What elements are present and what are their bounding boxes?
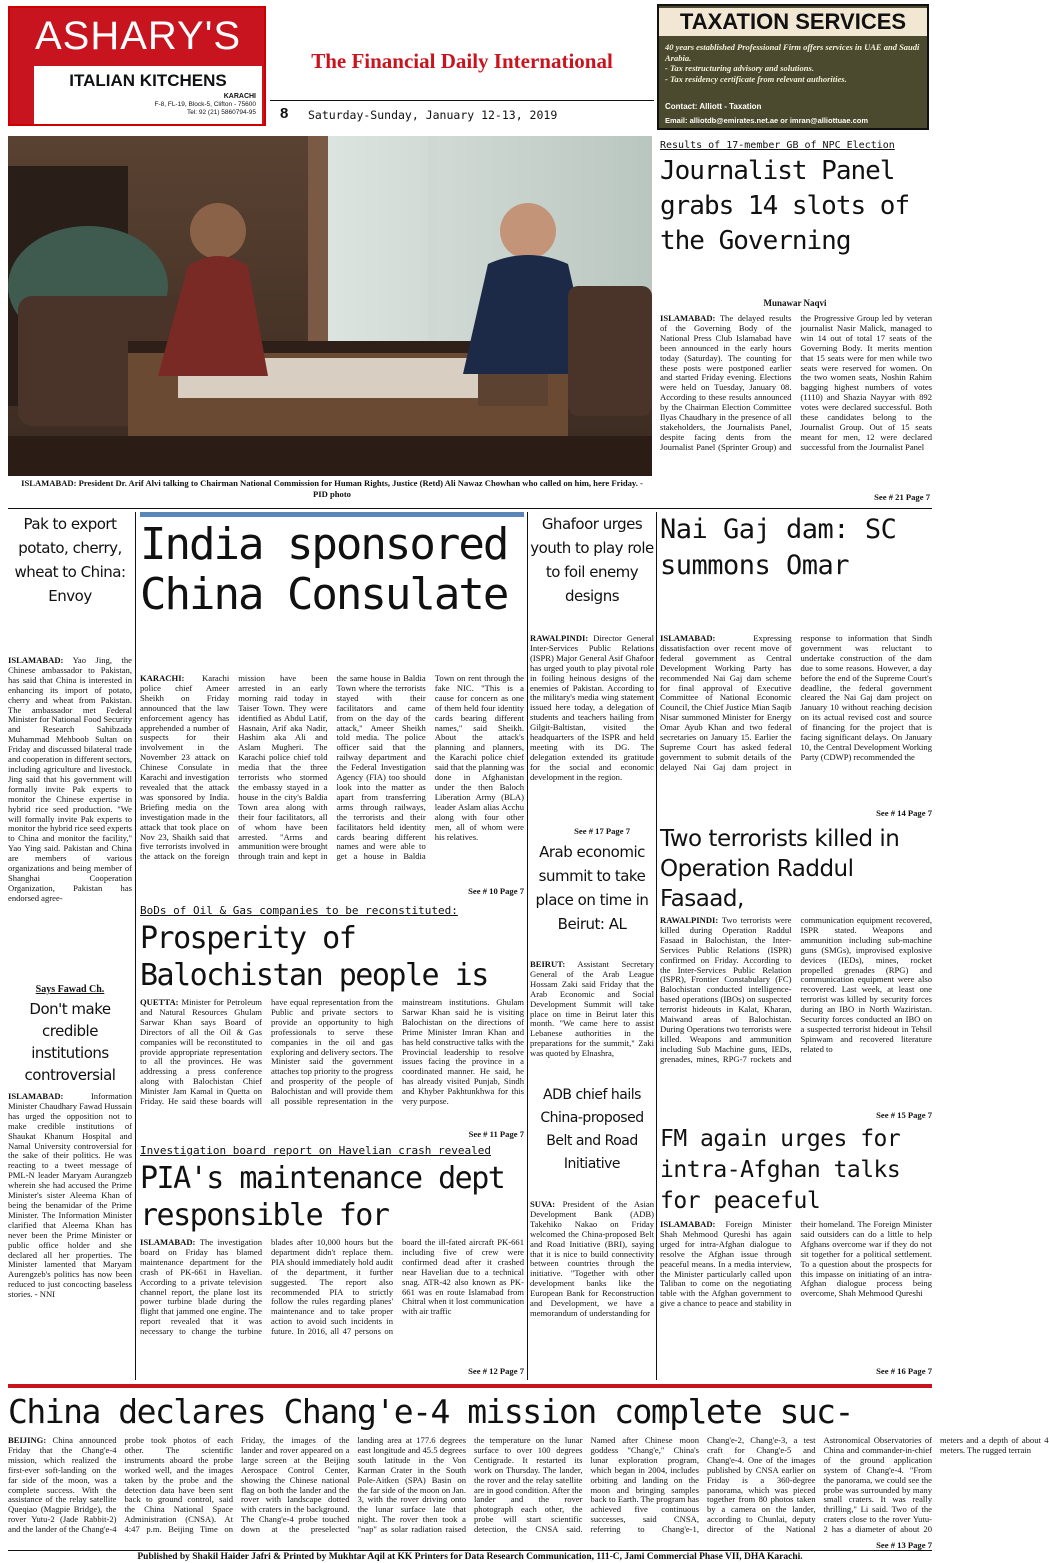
fm-article (660, 1220, 932, 1364)
ashary-tagline: ITALIAN KITCHENS (69, 71, 227, 90)
ashary-ad (8, 6, 266, 126)
taxation-contact: Contact: Alliott - Taxation (665, 102, 762, 111)
ghafoor-dateline: RAWALPINDI: (530, 633, 589, 643)
taxation-body (665, 42, 923, 84)
arab-headline: Arab economic summit to take place on time in Beirut: AL (535, 843, 649, 933)
ghafoor-see[interactable]: See # 17 Page 7 (574, 826, 630, 836)
adb-dateline: SUVA: (530, 1199, 556, 1209)
masthead-rule (270, 100, 654, 101)
baloch-kicker: BoDs of Oil & Gas companies to be reconstituted: (140, 904, 458, 917)
fawad-body: Information Minister Chaudhary Fawad Hussain has urged the opposition not to make credible institutions of Shaukat Khanum Hospital and Namal University controversial for the sake of their politics. He was reacting to a tweet message of PML-N leader Maryam Aurangzeb wherein she had accused the Prime Minister's sister Aleema Khan of being the benamidar of the Prime Minister. The Information Minister clarified that Aleema Khan has never been the Prime Minister or public office holder and she declared all her properties. The Minister lamented that Maryam Aurengzeb's politics has now been reduced to just concocting baseless stories. - NNI (8, 1091, 132, 1300)
masthead (270, 6, 654, 130)
naigaj-see[interactable]: See # 14 Page 7 (876, 808, 932, 818)
masthead-title: The Financial Daily International (311, 49, 613, 73)
baloch-article (140, 998, 524, 1128)
india-body: Karachi police chief Ameer Sheikh on Friday announced that the law enforcement agency has apprehended a number of suspects for their involvement in the November 23 attack on Chinese Consulate in Karachi and investigation revealed that the attack was sponsored by India. Briefing media on the investigation made in the attack that took place on Nov 23, Shaikh said that five terrorists involved in the attack on the foreign mission have been arrested in an early morning raid today in Taiser Town. They were identified as Abdul Latif, Hasnain, Arif aka Nadir, Hashim aka Ali and Aslam Mugheri. The Karachi police chief told media that the three terrorists who stormed the embassy stayed in a house in the city's Baldia Town area along with their four facilitators, all of whom have been arrested. "Arms and ammunition were brought through train and kept in the same house in Baldia Town where the terrorists stayed with their facilitators and came from on the day of the attack," Ameer Sheikh told media. The police officer said that the railway department and the Federal Investigation Agency (FIA) too should look into the matter as apart from transferring arms through railways, the terrorists and their facilitators held identity cards bearing different names and were able to get a house in Baldia Town on rent through the fake NIC. "This is a cause for concern as one of them held four identity cards bearing different names," said Sheikh. About the attack's planning and planners, the Karachi police chief said that the planning was done in Afghanistan under the then Baloch Liberation Army (BLA) leader Aslam alias Acchu along with four other men, all of whom were his relatives. (140, 673, 525, 862)
terror-article (660, 916, 932, 1108)
ashary-tel: Tel: 92 (21) 5860794-95 (186, 109, 256, 116)
fawad-dateline: ISLAMABAD: (8, 1091, 64, 1101)
journalist-headline: Journalist Panel grabs 14 slots of the Governing (660, 156, 910, 256)
pak-headline: Pak to export potato, cherry, wheat to China: Envoy (14, 515, 126, 605)
ghafoor-headline: Ghafoor urges youth to play role to foil enemy designs (530, 515, 654, 605)
fawad-kicker: Says Fawad Ch. (35, 984, 105, 995)
china-headline: China declares Chang'e-4 mission complete suc- (8, 1392, 853, 1431)
taxation-line2: - Tax restructuring advisory and solutions. (665, 63, 814, 73)
taxation-email: Email: alliotdb@emirates.net.ae or imran@alliottuae.com (665, 116, 869, 125)
journalist-body: The delayed results of the Governing Body of the National Press Club Islamabad have been announced in the early hours today (Saturday). The counting for these posts were postponed earlier and started Friday evening. Elections were held on Tuesday, January 08. According to these results announced by the Chairman Election Committee Ilyas Chaudhary in the presence of all stakeholders, the Journalists Panel, despite facing dents from the Journalist Panel (Sprinter Group) and the Progressive Group led by veteran journalist Nasir Malick, managed to win 14 out of total 17 seats of the Governing Body. It merits mention that 15 seats were for men while two seats were reserved for women. On the two women seats, Noshin Rahim bagging highest numbers of votes (1110) and Shazia Nayyar with 892 votes were declared successful. Both these candidates belong to the Journalist Group. Out of 15 seats meant for men, 12 were declared successful from the Journalist Panel (660, 313, 932, 452)
india-dateline: KARACHI: (140, 673, 185, 683)
taxation-line1: 40 years established Professional Firm offers services in UAE and Saudi Arabia. (665, 42, 920, 63)
naigaj-headline: Nai Gaj dam: SC summons Omar (660, 514, 897, 581)
ghafoor-body: Director General Inter-Services Public Relations (ISPR) Major General Asif Ghafoor has urged youth to play pivotal role in foiling heinous designs of the enemies of Pakistan. According to the military's media wing statement issued here today, a delegation of students and teachers hailing from Gilgit-Baltistan, visited the headquarters of the ISPR and held meeting with its DG. The delegation extended its gratitude for the social and economic development in the region. (530, 633, 654, 782)
terror-dateline: RAWALPINDI: (660, 915, 719, 925)
china-bar (8, 1384, 932, 1388)
divider-upper (8, 508, 932, 509)
journalist-kicker: Results of 17-member GB of NPC Election (660, 140, 895, 151)
journalist-article (660, 314, 932, 492)
naigaj-dateline: ISLAMABAD: (660, 633, 716, 643)
pia-see[interactable]: See # 12 Page 7 (468, 1366, 524, 1376)
terror-body: Two terrorists were killed during Operation Raddul Fasaad in Balochistan, the Inter-Services Public Relations (ISPR) confirmed on Friday. According to the Inter-Services Public Relation (ISPR), Frontier Constabulary (FC) Balochistan conducted intelligence-based operations (IBOs) on suspected terrorist hideouts in Kalat, Kharan, Maiwand areas of Balochistan. During Operations two terrorists were killed. Weapons and ammunition including Sub Machine guns, IEDs, grenades, mines, RPG-7 rockets and communication equipment recovered, ISPR stated. Weapons and ammunition including sub-machine guns (SMGs), improvised explosive devices (IEDs), mines, rocket propelled grenades (RPG) and communication equipment were also recovered. Last week, at least one terrorist was killed by security forces during an IBO in North Waziristan. Security forces conducted an IBO on a suspected terrorist hideout in Tehsil Spinwam and recovered literature related to (660, 915, 932, 1064)
arab-article (530, 960, 654, 1080)
pak-dateline: ISLAMABAD: (8, 655, 64, 665)
divider-col1 (135, 512, 136, 1380)
journalist-dateline: ISLAMABAD: (660, 313, 716, 323)
arab-body: Assistant Secretary General of the Arab League Hossam Zaki said Friday that the Arab Economic and Social Development Summit will take place on time in Beirut later this month. "We came here to assist Lebanese authorities in the preparations for the summit," Zaki was quoted by Elnashra, (530, 959, 654, 1059)
fm-see[interactable]: See # 16 Page 7 (876, 1366, 932, 1376)
pak-body: Yao Jing, the Chinese ambassador to Pakistan, has said that China is interested in enhancing its import of potato, cherry and wheat from Pakistan. The ambassador met Federal Minister for National Food Security and Research Sahibzada Muhammad Mehboob Sultan on Friday and discussed bilateral trade and cooperation in different sectors, including agriculture and livestock. Jing said that his government will formally invite Pak experts to monitor the Chinese expertise in hybrid rice seed production. "We will formally invite Pak experts to monitor the hybrid rice seed experts to China and monitor the facility," Yao Ying said. Pakistan and China are members of various organizations and being member of Shanghai Cooperation Organization, Pakistan has endorsed agree- (8, 655, 132, 903)
ashary-brand: ASHARY'S (34, 14, 242, 58)
china-article (8, 1435, 1049, 1540)
pia-headline: PIA's maintenance dept responsible for (140, 1161, 505, 1233)
baloch-dateline: QUETTA: (140, 997, 179, 1007)
page-number: 8 (280, 105, 289, 122)
pak-article (8, 656, 132, 982)
pia-body: The investigation board on Friday has blamed maintenance department for the crash of PK-661 in Havelian. According to a private television channel report, the plane lost its power turbine blade during the flight that jammed one engine. The report revealed that it was necessary to change the turbine blades after 10,000 hours but the department didn't replace them. PIA should immediately hold audit of the department, it further suggested. The report also recommended PIA to strictly follow the rules regarding planes' maintenance and to take proper action to avoid such incidents in future. In 2016, all 47 persons on board the ill-fated aircraft PK-661 including five of crew were confirmed dead after it crashed near Havelian due to a technical snag. ATR-42 also known as PK-661 was en route Islamabad from Chitral when it lost communication with air traffic (140, 1237, 524, 1337)
china-see[interactable]: See # 13 Page 7 (876, 1540, 932, 1550)
news-photo (8, 136, 652, 476)
india-article (140, 674, 524, 886)
china-body: China announced Friday that the Chang'e-4 mission, which realized the first-ever soft-landing on the far side of the moon, was a complete success. With the assistance of the relay satellite Queqiao (Magpie Bridge), the rover Yutu-2 (Jade Rabbit-2) and the lander of the Chang'e-4 probe took photos of each other. The scientific instruments aboard the probe worked well, and the images taken by the probe and the detection data have been sent back to ground control, said the China National Space Administration (CNSA). At 4:47 p.m. Beijing Time on Friday, the images of the lander and rover appeared on a large screen at the Beijing Aerospace Control Center, showing the Chinese national flag on both the lander and the rover with landscape dotted with craters in the background. The Chang'e-4 probe touched down at the preselected landing area at 177.6 degrees east longitude and 45.5 degrees south latitude in the Von Karman Crater in the South Pole-Aitken (SPA) Basin on the far side of the moon on Jan. 3, with the rover driving onto the lunar surface late that night. The rover then took a "nap" as solar radiation raised the temperature on the lunar surface to over 100 degrees Centigrade. It restarted its work on Thursday. The lander, the rover and the relay satellite are in good condition. After the lander and the rover photograph each other, the probe will start scientific detection, the CNSA said. Named after Chinese moon goddess "Chang'e," China's lunar exploration program, which began in 2004, includes orbiting and landing on the moon and bringing samples back to Earth. The program has achieved five continuous successes, said CNSA, referring to Chang'e-1, Chang'e-2, Chang'e-3, a test craft for Chang'e-5 and Chang'e-4. One of the images published by CNSA earlier on Friday is a 360-degree panorama, which was pieced together from 80 photos taken by a camera on the lander, according to Chunlai, deputy director of the National Astronomical Observatories of China and commander-in-chief of the ground application system of Chang'e-4. "From the panorama, we could see the probe was surrounded by many small craters. It was really thrilling," Li said. Two of the craters close to the rover Yutu-2 has a diameter of about 20 meters and a depth of about 4 meters. The rugged terrain (8, 1435, 1049, 1535)
office-meeting-photo (8, 136, 652, 476)
divider-col4 (656, 512, 657, 1380)
fawad-article (8, 1092, 132, 1378)
baloch-headline: Prosperity of Balochistan people is (140, 921, 488, 993)
fm-headline: FM again urges for intra-Afghan talks for peaceful (660, 1126, 901, 1214)
baloch-see[interactable]: See # 11 Page 7 (468, 1129, 524, 1139)
terror-see[interactable]: See # 15 Page 7 (876, 1110, 932, 1120)
fm-body: Foreign Minister Shah Mehmood Qureshi has again urged for intra-Afghan dialogue to resolve the Afghan issue through peaceful means. In a media interview, the Minister particularly called upon Taliban to come on the negotiating table with the Afghan government to give a chance to peace and stability in their homeland. The Foreign Minister said outsiders can do a little to help Afghans overcome war if they do not sit together for a political settlement. To a question about the prospects for this impasse on initiating of an intra-Afghan dialogue process being overcome, Shah Mehmood Qureshi (660, 1219, 932, 1309)
ashary-panel (34, 66, 262, 124)
journalist-see[interactable]: See # 21 Page 7 (874, 492, 930, 502)
pia-article (140, 1238, 524, 1362)
journalist-byline: Munawar Naqvi (763, 298, 827, 308)
taxation-title: TAXATION SERVICES (659, 8, 927, 36)
publisher-footer: Published by Shakil Haider Jafri & Printed by Mukhtar Aqil at KK Printers for Data Research Communication, 111-C, Jami Commercial Phase VII, DHA Karachi. (137, 1552, 803, 1562)
ghafoor-article (530, 634, 654, 822)
india-see[interactable]: See # 10 Page 7 (468, 886, 524, 896)
ashary-city: KARACHI (223, 93, 256, 100)
adb-article (530, 1200, 654, 1376)
ashary-address: F-8, FL-19, Block-5, Clifton - 75600 (154, 101, 256, 108)
taxation-line3: - Tax residency certificate from relevant authorities. (665, 73, 847, 84)
baloch-body: Minister for Petroleum and Natural Resources Ghulam Sarwar Khan says Board of Directors of all the Oil & Gas companies will be reconstituted to provide appropriate representation to all the provinces. He was addressing a press conference along with Balochistan Chief Minister Jam Kamal in Quetta on Friday. He said these boards will have equal representation from the Public and private sectors to provide an opportunity to high professionals to serve these companies in the oil and gas exploring and delivery sectors. The Minister said the government attaches top priority to the progress and prosperity of the people of Balochistan and will provide them all possible representation in the mainstream institutions. Ghulam Sarwar Khan said he is visiting Balochistan on the directions of Prime Minister Imran Khan and has held constructive talks with the Provincial leadership to resolve issues facing the province in a coordinated manner. He said, he has already visited Punjab, Sindh and Khyber Pakhtunkhwa for this very purpose. (140, 997, 524, 1107)
fawad-headline: Don't make credible institutions controversial (24, 1000, 116, 1084)
photo-caption: ISLAMABAD: President Dr. Arif Alvi talking to Chairman National Commission for Human Rights, Justice (Retd) Ali Nawaz Chowhan who called on him, here Friday. - PID photo (21, 478, 643, 499)
divider-col3 (527, 512, 528, 1380)
adb-body: President of the Asian Development Bank (ADB) Takehiko Nakao on Friday welcomed the China-proposed Belt and Road Initiative (BRI), saying that it is nice to build connectivity between countries through the initiative. "Together with other development banks like the European Bank for Reconstruction and Development, we have a memorandum of understanding for (530, 1199, 654, 1318)
terror-headline: Two terrorists killed in Operation Raddul Fasaad, (660, 826, 900, 912)
china-dateline: BEIJING: (8, 1435, 47, 1445)
naigaj-body: Expressing dissatisfaction over recent move of federal government as Central Development Working Party has recommended Nai Gaj dam scheme for final approval of Executive Committee of National Economic Council, the Chief Justice Mian Saqib Nisar summoned Minister for Energy Omar Ayub Khan and two federal secretaries on January 15. Earlier the Supreme Court has asked federal government to submit details of the delayed Nai Gaj dam project in response to information that Sindh government was reluctant to undertake construction of the dam due to some reasons. However, a day before the end of the Supreme Court's deadline, the federal government cleared the Nai Gaj dam project on January 10 without reaching decision on its actual revised cost and source of financing for the project that is facing significant delays. On January 10, the Central Development Working Party (CDWP) recommended the (660, 633, 932, 772)
taxation-ad (657, 4, 929, 130)
arab-dateline: BEIRUT: (530, 959, 566, 969)
fm-dateline: ISLAMABAD: (660, 1219, 716, 1229)
issue-date: Saturday-Sunday, January 12-13, 2019 (308, 108, 558, 122)
india-bar (140, 512, 524, 517)
adb-headline: ADB chief hails China-proposed Belt and Road Initiative (540, 1087, 644, 1172)
india-headline: India sponsored China Consulate (140, 519, 508, 620)
naigaj-article (660, 634, 932, 806)
pia-kicker: Investigation board report on Havelian crash revealed (140, 1144, 491, 1157)
pia-dateline: ISLAMABAD: (140, 1237, 196, 1247)
